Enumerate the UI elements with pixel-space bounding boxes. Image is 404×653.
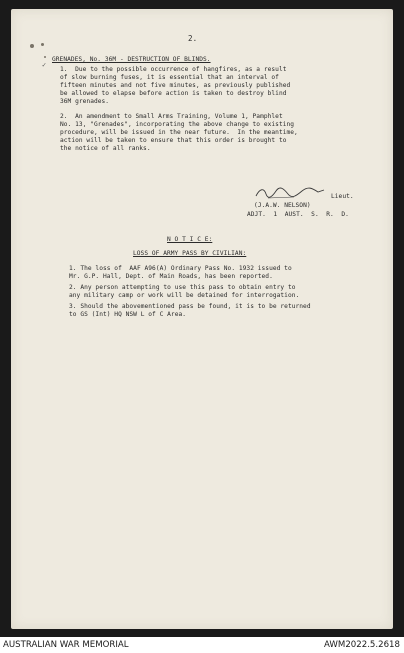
signature-title: ADJT. 1 AUST. S. R. D. [247,211,349,218]
footer-institution: AUSTRALIAN WAR MEMORIAL [3,640,129,650]
text-line: 2. Any person attempting to use this pass to obtain entry to [69,284,296,291]
text-line: action will be taken to ensure that this order is brought to [60,137,287,144]
text-line: to GS (Int) HQ NSW L of C Area. [69,311,187,318]
signature-name: (J.A.W. NELSON) [254,202,311,209]
handwritten-mark: ✓ [42,61,47,69]
notice-subheading: LOSS OF ARMY PASS BY CIVILIAN: [133,250,247,257]
footer-accession-number: AWM2022.5.2618 [324,640,400,650]
text-line: 1. Due to the possible occurrence of hangfires, as a result [60,66,287,73]
text-line: of slow burning fuses, it is essential that an interval of [60,74,279,81]
notice-heading: N O T I C E: [167,236,213,243]
punch-hole-side [44,56,46,58]
section-heading-grenades: GRENADES, No. 36M - DESTRUCTION OF BLINDS. [52,56,211,63]
text-line: 3. Should the abovementioned pass be found, it is to be returned [69,303,311,310]
text-line: any military camp or work will be detained for interrogation. [69,292,300,299]
text-line: 36M grenades. [60,98,110,105]
text-line: 2. An amendment to Small Arms Training, Volume 1, Pamphlet [60,113,283,120]
text-line: the notice of all ranks. [60,145,151,152]
punch-hole-top [30,44,34,48]
text-line: be allowed to elapse before action is taken to destroy blind [60,90,287,97]
text-line: fifteen minutes and not five minutes, as previously published [60,82,291,89]
text-line: procedure, will be issued in the near future. In the meantime, [60,129,298,136]
text-line: No. 13, "Grenades", incorporating the above change to existing [60,121,295,128]
signature-rank: Lieut. [331,193,354,200]
punch-hole-mark [41,43,44,46]
text-line: Mr. G.P. Hall, Dept. of Main Roads, has been reported. [69,273,273,280]
page-number: 2. [188,34,198,43]
text-line: 1. The loss of AAF A96(A) Ordinary Pass No. 1932 issued to [69,265,292,272]
handwritten-signature [254,185,326,201]
archive-footer [0,637,404,653]
